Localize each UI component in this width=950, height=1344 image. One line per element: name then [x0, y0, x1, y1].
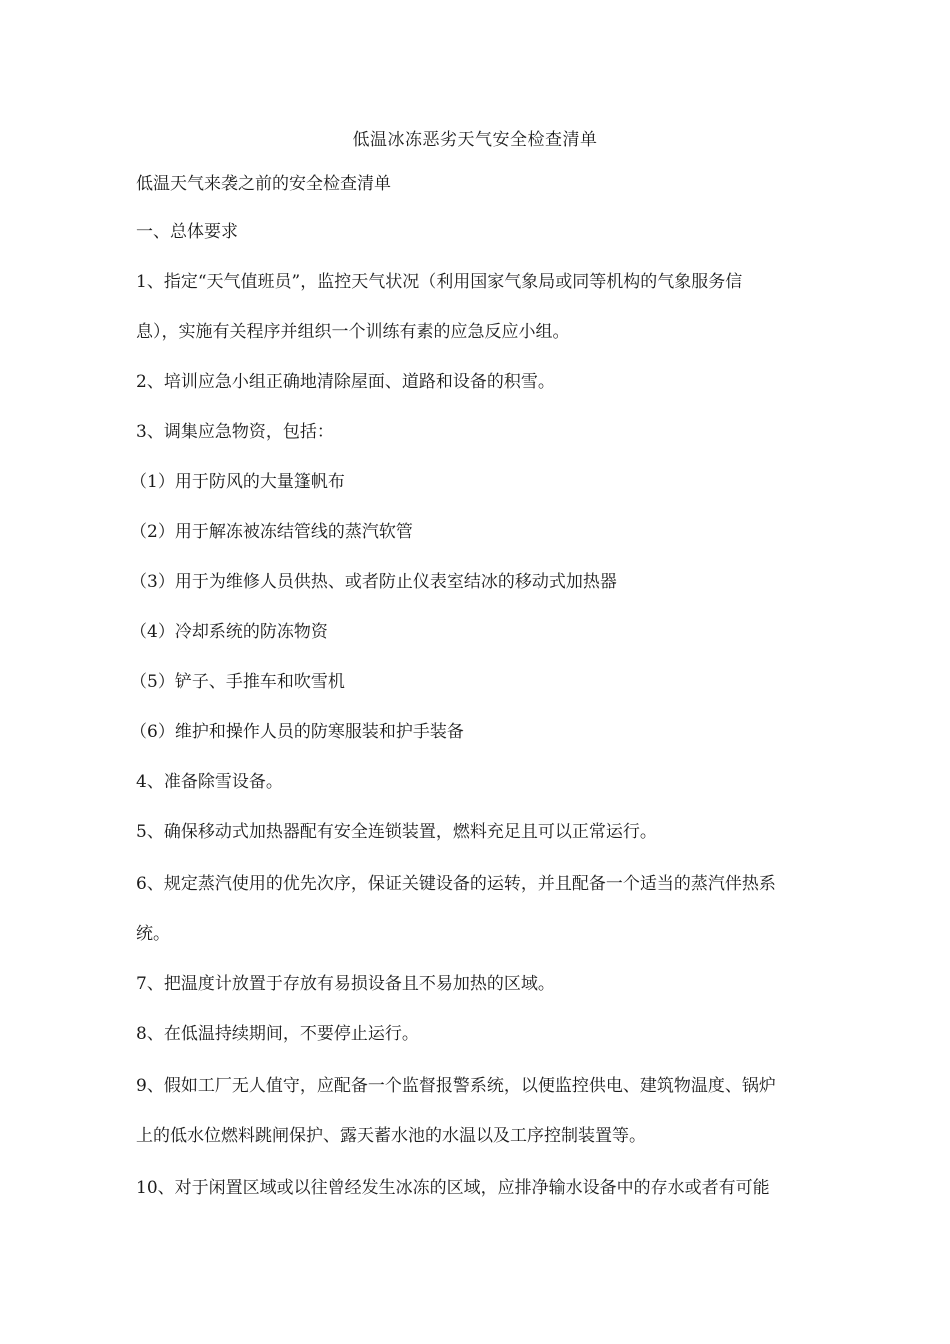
list-item: （4）冷却系统的防冻物资 — [130, 622, 328, 642]
paragraph-line: 息），实施有关程序并组织一个训练有素的应急反应小组。 — [136, 322, 570, 342]
list-item: （3）用于为维修人员供热、或者防止仪表室结冰的移动式加热器 — [130, 572, 617, 592]
list-item: （1）用于防风的大量篷帆布 — [130, 472, 345, 492]
paragraph-line: 3、调集应急物资，包括： — [136, 422, 334, 442]
list-item: （2）用于解冻被冻结管线的蒸汽软管 — [130, 522, 413, 542]
paragraph-line: 统。 — [136, 924, 170, 944]
paragraph-line: 2、培训应急小组正确地清除屋面、道路和设备的积雪。 — [136, 372, 555, 392]
list-item: （5）铲子、手推车和吹雪机 — [130, 672, 345, 692]
paragraph-line: 6、规定蒸汽使用的优先次序，保证关键设备的运转，并且配备一个适当的蒸汽伴热系 — [136, 874, 776, 894]
paragraph-line: 5、确保移动式加热器配有安全连锁装置，燃料充足且可以正常运行。 — [136, 822, 657, 842]
paragraph-line: 4、准备除雪设备。 — [136, 772, 283, 792]
section-heading: 低温天气来袭之前的安全检查清单 — [136, 174, 391, 194]
paragraph-line: 上的低水位燃料跳闸保护、露天蓄水池的水温以及工序控制装置等。 — [136, 1126, 646, 1146]
subsection-heading: 一、总体要求 — [136, 222, 238, 242]
paragraph-line: 9、假如工厂无人值守，应配备一个监督报警系统，以便监控供电、建筑物温度、锅炉 — [136, 1076, 776, 1096]
list-item: （6）维护和操作人员的防寒服装和护手装备 — [130, 722, 464, 742]
paragraph-line: 1、指定“天气值班员”，监控天气状况（利用国家气象局或同等机构的气象服务信 — [136, 272, 743, 292]
paragraph-line: 8、在低温持续期间，不要停止运行。 — [136, 1024, 419, 1044]
paragraph-line: 10、对于闲置区域或以往曾经发生冰冻的区域，应排净输水设备中的存水或者有可能 — [136, 1178, 770, 1198]
paragraph-line: 7、把温度计放置于存放有易损设备且不易加热的区域。 — [136, 974, 555, 994]
document-title: 低温冰冻恶劣天气安全检查清单 — [352, 130, 598, 150]
